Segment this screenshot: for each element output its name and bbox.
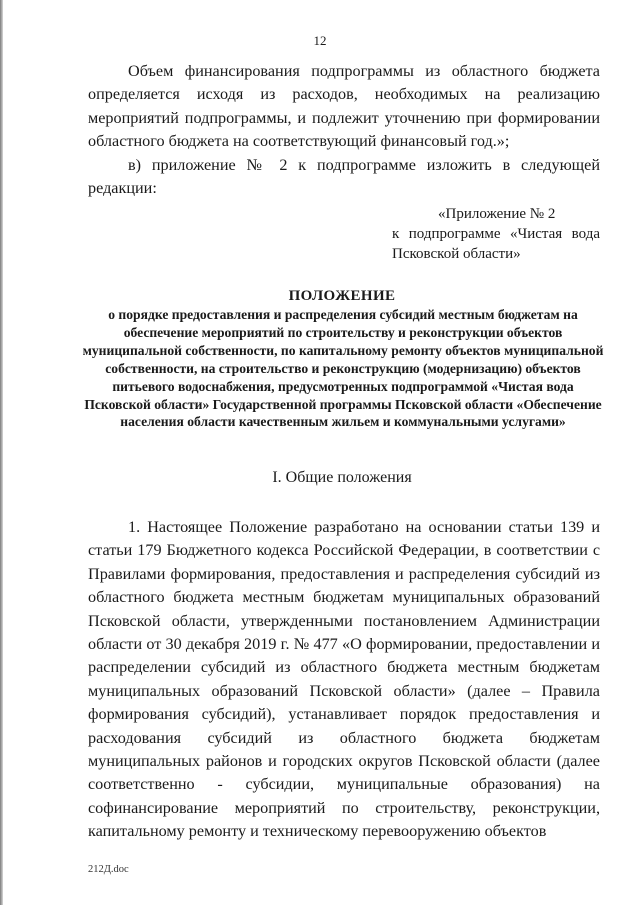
document-title: ПОЛОЖЕНИЕ (288, 288, 396, 304)
paragraph-appendix-change: в) приложение № 2 к подпрограмме изложить в следующей редакции: (88, 156, 600, 198)
section-heading: I. Общие положения (272, 469, 412, 486)
document-subtitle: о порядке предоставления и распределения субсидий местным бюджетам на обеспечение мероприятий по строительству и реконструкции объектов муниципальной собственности, по капитальному ремонту объектов муниципальной собственности, на строительство и реконструкцию (модернизацию) объектов питьевого водоснабжения, предусмотренных подпрограммой «Чистая вода Псковской области» Государственной программы Псковской области «Обеспечение населения области качественным жильем и коммунальными услугами» (82, 307, 604, 430)
appendix-line-2: к подпрограмме «Чистая вода (392, 226, 600, 242)
appendix-reference (392, 204, 600, 264)
footer-filename: 212Д.doc (88, 864, 129, 875)
appendix-line-3: Псковской области» (392, 246, 521, 262)
clause-1: 1. Настоящее Положение разработано на основании статьи 139 и статьи 179 Бюджетного кодекса Российской Федерации, в соответствии с Правилами формирования, предоставления и распределения субсидий из областного бюджета местным бюджетам муниципальных образований Псковской области, утвержденными постановлением Администрации области от 30 декабря 2019 г. № 477 «О формировании, предоставлении и распределении субсидий из областного бюджета местным бюджетам муниципальных образований Псковской области» (далее – Правила формирования субсидий), устанавливает порядок предоставления и расходования субсидий из областного бюджета бюджетам муниципальных районов и городских округов Псковской области (далее соответственно - субсидии, муниципальные образования) на софинансирование мероприятий по строительству, реконструкции, капитальному ремонту и техническому перевооружению объектов (88, 518, 600, 841)
paragraph-financing: Объем финансирования подпрограммы из областного бюджета определяется исходя из расходов, необходимых на реализацию мероприятий подпрограммы, и подлежит уточнению при формировании областного бюджета на соответствующий финансовый год.»; (88, 62, 600, 151)
page-number: 12 (313, 33, 327, 48)
scan-edge (0, 0, 3, 905)
appendix-line-1: «Приложение № 2 (438, 206, 556, 222)
